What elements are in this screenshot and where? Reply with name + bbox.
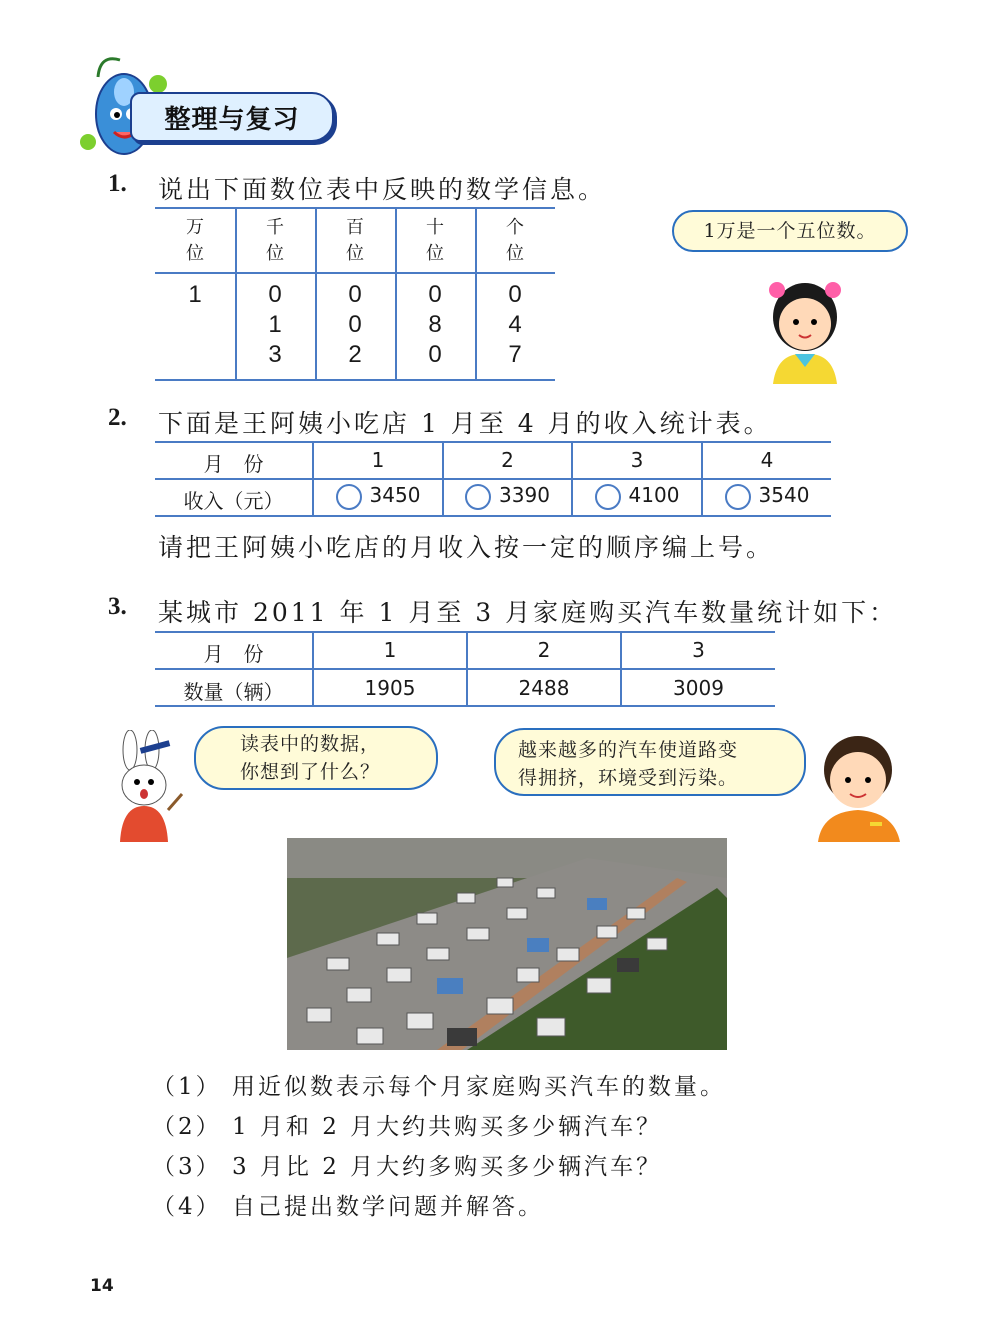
girl-speech-bubble: 1万是一个五位数。: [672, 210, 908, 252]
income-row-label: 收入（元）: [183, 489, 284, 513]
income-value: 3390: [499, 483, 550, 507]
car-quantity: 1905: [364, 676, 416, 700]
rabbit-character-icon: [106, 730, 192, 842]
pv-value: 4: [508, 311, 522, 338]
income-value: 3450: [369, 483, 421, 507]
pv-header-shi: 十: [426, 217, 444, 238]
problem-2-number: 2.: [108, 404, 127, 431]
income-value: 3540: [758, 483, 810, 507]
boy-speech-bubble: 越来越多的汽车使道路变 得拥挤，环境受到污染。: [494, 728, 806, 796]
pv-value: 0: [428, 341, 442, 368]
question-1: （1） 用近似数表示每个月家庭购买汽车的数量。: [152, 1074, 726, 1100]
section-title: 整理与复习: [130, 92, 334, 142]
car-month: 3: [692, 638, 705, 662]
question-3: （3） 3 月比 2 月大约多购买多少辆汽车？: [152, 1154, 663, 1180]
problem-2-text: 下面是王阿姨小吃店 1 月至 4 月的收入统计表。: [158, 409, 772, 438]
page-number: 14: [90, 1276, 114, 1296]
income-month: 2: [501, 448, 514, 472]
rank-circle[interactable]: [465, 484, 491, 510]
question-4: （4） 自己提出数学问题并解答。: [152, 1194, 544, 1220]
car-month: 2: [537, 638, 551, 662]
car-sales-table: [155, 631, 775, 707]
problem-1-number: 1.: [108, 170, 127, 197]
income-month-label: 月 份: [203, 452, 264, 476]
car-month: 1: [383, 638, 397, 662]
rank-circle[interactable]: [336, 484, 362, 510]
pv-value: 0: [508, 281, 522, 308]
rabbit-speech-bubble: 读表中的数据， 你想到了什么？: [194, 726, 438, 790]
car-month-label: 月 份: [203, 642, 264, 666]
pv-value: 1: [188, 281, 202, 308]
pv-value: 7: [508, 341, 522, 368]
car-row-label: 数量（辆）: [183, 680, 284, 704]
income-month: 1: [371, 448, 385, 472]
question-2: （2） 1 月和 2 月大约共购买多少辆汽车？: [152, 1114, 663, 1140]
pv-value: 0: [428, 281, 442, 308]
pv-value: 2: [348, 341, 362, 368]
income-table: [155, 441, 831, 517]
pv-header-wan: 万: [186, 217, 204, 238]
problem-3-text: 某城市 2011 年 1 月至 3 月家庭购买汽车数量统计如下：: [158, 598, 898, 627]
pv-value: 0: [268, 281, 282, 308]
pv-value: 3: [268, 341, 282, 368]
pv-header-ge: 个: [506, 217, 524, 238]
income-month: 3: [630, 448, 644, 472]
pv-value: 0: [348, 311, 362, 338]
pv-value: 8: [428, 311, 442, 338]
income-month: 4: [760, 448, 774, 472]
problem-1-text: 说出下面数位表中反映的数学信息。: [158, 175, 607, 204]
traffic-jam-photo: [287, 838, 727, 1050]
pv-value: 0: [348, 281, 362, 308]
pv-header-bai: 百: [346, 217, 364, 238]
problem-2-instruction: 请把王阿姨小吃店的月收入按一定的顺序编上号。: [158, 533, 775, 562]
boy-character-icon: [812, 730, 906, 842]
pv-value: 1: [268, 311, 282, 338]
place-value-table: 万 位 千 位 百 位 十 位 个 位 1 0 1 3 0 0 2 0 8 0 0 4 7: [155, 207, 555, 382]
girl-character-icon: [765, 272, 845, 384]
car-quantity: 3009: [673, 676, 724, 700]
income-value: 4100: [628, 483, 680, 507]
car-quantity: 2488: [518, 676, 570, 700]
rank-circle[interactable]: [725, 484, 751, 510]
rank-circle[interactable]: [595, 484, 621, 510]
problem-3-number: 3.: [108, 593, 127, 620]
pv-header-qian: 千: [266, 217, 284, 238]
